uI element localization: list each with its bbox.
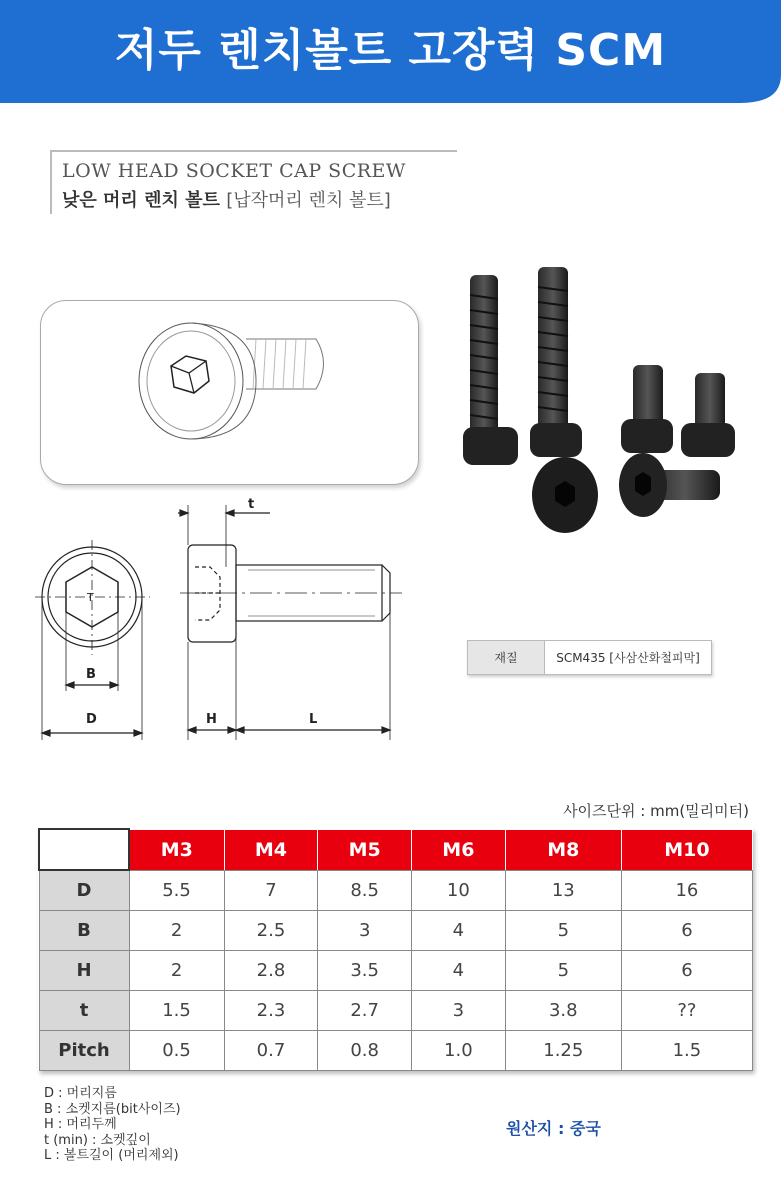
table-cell: 2 — [129, 911, 224, 951]
table-cell: 5 — [505, 911, 621, 951]
legend-item: L : 볼트길이 (머리제외) — [44, 1148, 179, 1163]
banner-title: 저두 렌치볼트 고장력 SCM — [114, 25, 667, 76]
table-cell: ?? — [621, 991, 752, 1031]
row-label: D — [39, 870, 129, 911]
label-center-t: T — [87, 591, 94, 604]
legend-item: t (min) : 소켓깊이 — [44, 1132, 151, 1148]
table-cell: 6 — [621, 911, 752, 951]
row-label: B — [39, 911, 129, 951]
size-header: M4 — [224, 829, 318, 870]
legend-item: D : 머리지름 — [44, 1086, 117, 1101]
heading-korean-main: 낮은 머리 렌치 볼트 — [62, 190, 220, 211]
legend-item: B : 소켓지름(bit사이즈) — [44, 1101, 181, 1117]
screw-sketch-panel — [40, 300, 419, 485]
table-cell: 1.25 — [505, 1031, 621, 1071]
table-cell: 3 — [318, 911, 412, 951]
heading-korean — [62, 186, 391, 212]
material-value: SCM435 [사삼산화철피막] — [556, 651, 700, 665]
table-cell: 2.5 — [224, 911, 318, 951]
table-row — [39, 1031, 753, 1071]
table-cell: 5.5 — [129, 870, 224, 911]
table-row — [39, 870, 753, 911]
table-cell: 2 — [129, 951, 224, 991]
size-header: M8 — [505, 829, 621, 870]
table-cell: 1.5 — [621, 1031, 752, 1071]
label-l: L — [309, 712, 318, 727]
table-cell: 8.5 — [318, 870, 412, 911]
table-cell: 6 — [621, 951, 752, 991]
legend-item: H : 머리두께 — [44, 1117, 117, 1132]
size-header: M6 — [412, 829, 506, 870]
table-cell: 1.5 — [129, 991, 224, 1031]
label-t: t — [248, 497, 255, 512]
table-cell: 3.5 — [318, 951, 412, 991]
table-cell: 16 — [621, 870, 752, 911]
unit-note: 사이즈단위 : mm(밀리미터) — [563, 802, 749, 820]
heading-korean-sub: [납작머리 렌치 볼트] — [226, 190, 391, 211]
label-h: H — [206, 712, 217, 727]
row-label: Pitch — [39, 1031, 129, 1071]
table-cell: 5 — [505, 951, 621, 991]
table-cell: 0.8 — [318, 1031, 412, 1071]
title-banner — [0, 0, 781, 103]
table-cell: 7 — [224, 870, 318, 911]
table-cell: 4 — [412, 911, 506, 951]
screw-sketch-illustration — [41, 301, 418, 484]
row-label: t — [39, 991, 129, 1031]
table-cell: 1.0 — [412, 1031, 506, 1071]
label-b: B — [86, 667, 96, 682]
material-table — [467, 640, 712, 675]
heading-english: LOW HEAD SOCKET CAP SCREW — [62, 160, 406, 182]
technical-drawing — [30, 495, 410, 754]
row-label: H — [39, 951, 129, 991]
table-cell: 4 — [412, 951, 506, 991]
spec-table — [38, 828, 753, 1071]
table-cell: 0.7 — [224, 1031, 318, 1071]
spec-corner-cell — [39, 829, 129, 870]
table-cell: 3.8 — [505, 991, 621, 1031]
label-d: D — [86, 712, 97, 727]
size-header: M10 — [621, 829, 752, 870]
dimension-legend — [44, 1086, 181, 1164]
size-header: M5 — [318, 829, 412, 870]
black-bolts-image — [455, 255, 755, 555]
table-cell: 0.5 — [129, 1031, 224, 1071]
table-cell: 2.7 — [318, 991, 412, 1031]
country-of-origin: 원산지 : 중국 — [506, 1119, 601, 1138]
spec-header-row — [39, 829, 753, 870]
table-cell: 2.8 — [224, 951, 318, 991]
table-row — [39, 911, 753, 951]
table-cell: 10 — [412, 870, 506, 911]
size-header: M3 — [129, 829, 224, 870]
table-cell: 13 — [505, 870, 621, 911]
table-row — [39, 991, 753, 1031]
material-header: 재질 — [468, 641, 545, 674]
product-photo — [455, 255, 755, 559]
table-cell: 3 — [412, 991, 506, 1031]
table-row — [39, 951, 753, 991]
table-cell: 2.3 — [224, 991, 318, 1031]
